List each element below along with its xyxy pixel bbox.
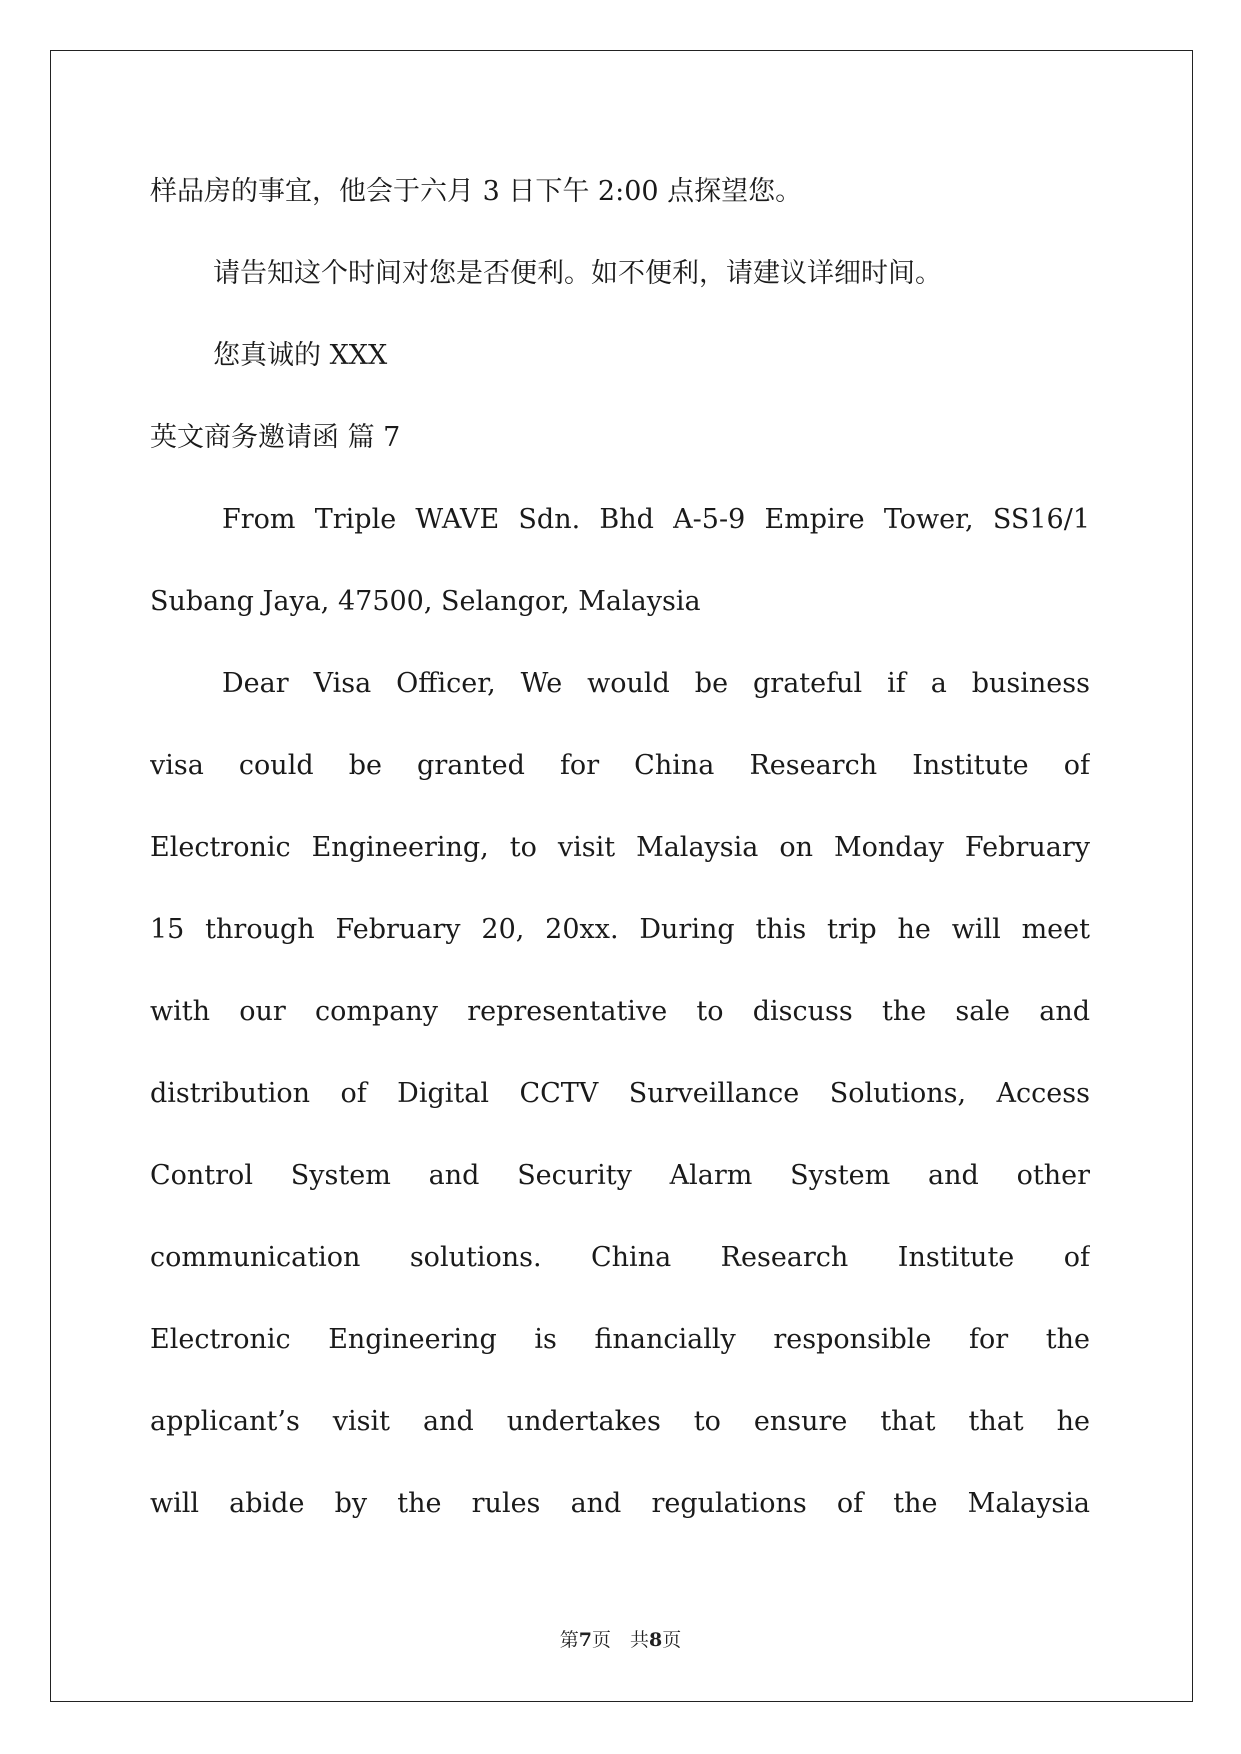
letter-line: distribution of Digital CCTV Surveillance Solutions, Access bbox=[150, 1078, 1090, 1109]
page-suffix: 页 bbox=[662, 1629, 682, 1651]
letter-line: will abide by the rules and regulations of the Malaysia bbox=[150, 1488, 1090, 1519]
section-heading: 英文商务邀请函 篇 7 bbox=[150, 422, 401, 453]
letter-line: 15 through February 20, 20xx. During this trip he will meet bbox=[150, 914, 1090, 945]
current-page-number: 7 bbox=[578, 1629, 592, 1651]
letter-line: Electronic Engineering is financially responsible for the bbox=[150, 1324, 1090, 1355]
body-line-1: 样品房的事宜，他会于六月 3 日下午 2:00 点探望您。 bbox=[150, 176, 803, 207]
letter-line: Control System and Security Alarm System and other bbox=[150, 1160, 1090, 1191]
letter-line: applicant’s visit and undertakes to ensure that that he bbox=[150, 1406, 1090, 1437]
letter-line: with our company representative to discuss the sale and bbox=[150, 996, 1090, 1027]
page-prefix: 第 bbox=[559, 1629, 579, 1651]
letter-line: Electronic Engineering, to visit Malaysia on Monday February bbox=[150, 832, 1090, 863]
sender-address-line-2: Subang Jaya, 47500, Selangor, Malaysia bbox=[150, 586, 701, 617]
letter-line: communication solutions. China Research Institute of bbox=[150, 1242, 1090, 1273]
total-page-count: 8 bbox=[649, 1629, 663, 1651]
letter-line: visa could be granted for China Research Institute of bbox=[150, 750, 1090, 781]
page-number-footer bbox=[0, 1625, 1241, 1652]
letter-line: Dear Visa Officer, We would be grateful if a business bbox=[222, 668, 1090, 699]
closing-signature: 您真诚的 XXX bbox=[213, 340, 388, 371]
body-line-2: 请告知这个时间对您是否便利。如不便利，请建议详细时间。 bbox=[213, 258, 942, 289]
page-separator: 页 共 bbox=[591, 1629, 649, 1651]
sender-address-line-1: From Triple WAVE Sdn. Bhd A-5-9 Empire Tower, SS16/1 bbox=[222, 504, 1090, 535]
